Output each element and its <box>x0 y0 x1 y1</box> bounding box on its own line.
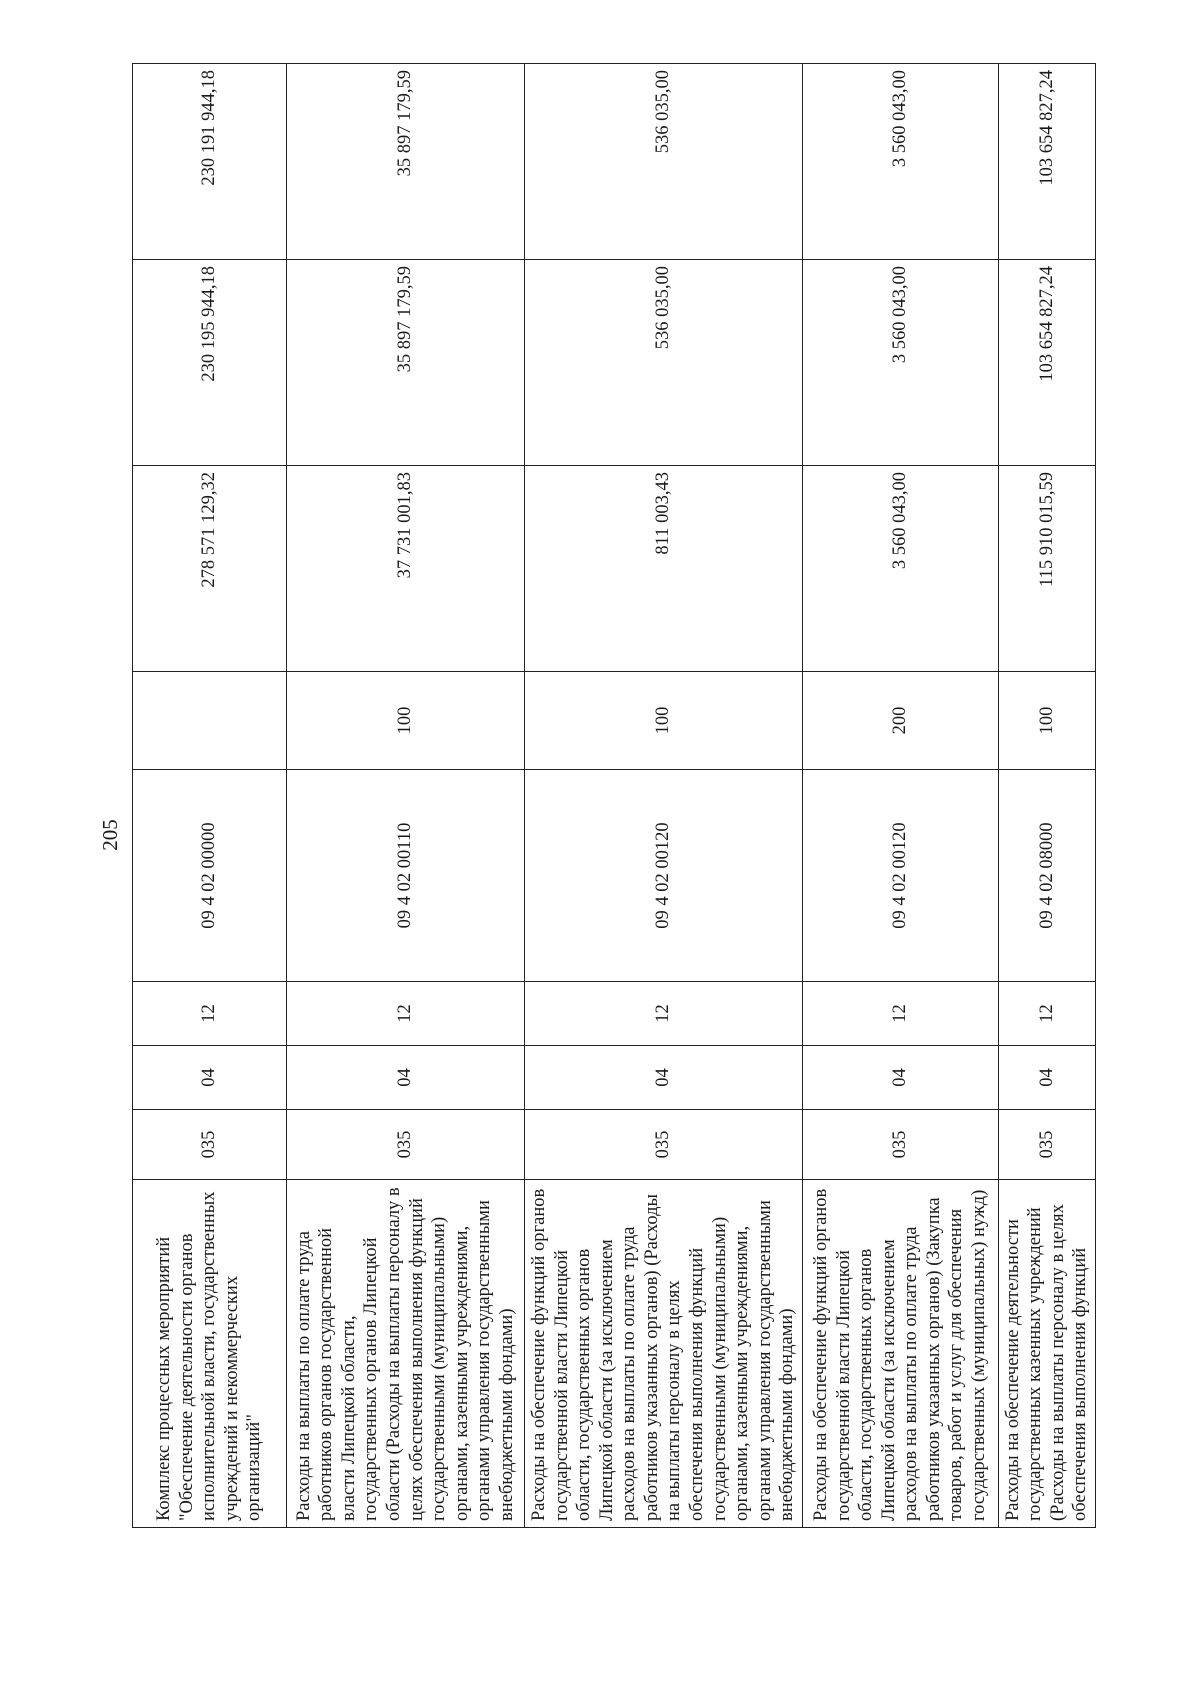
section-code: 04 <box>998 1046 1095 1110</box>
admin-code: 035 <box>525 1110 803 1180</box>
admin-code: 035 <box>287 1110 525 1180</box>
table-row <box>287 64 525 1528</box>
amount-year-1: 37 731 001,83 <box>287 466 525 672</box>
amount-year-3: 35 897 179,59 <box>287 64 525 260</box>
admin-code: 035 <box>998 1110 1095 1180</box>
amount-year-1: 278 571 129,32 <box>133 466 287 672</box>
row-name: Расходы на выплаты по оплате труда работников органов государственной власти Липецкой области, государственных органов Липецкой области (Расходы на выплаты персоналу в целях обеспечения выполнения функций государственными (муниципальными) органами, казенными учреждениями, органами управления государственными внебюджетными фондами) <box>287 1180 525 1528</box>
row-name: Комплекс процессных мероприятий "Обеспечение деятельности органов исполнительной власти, государственных учреждений и некоммерческих организаций" <box>133 1180 287 1528</box>
subsection-code: 12 <box>287 982 525 1046</box>
target-article: 09 4 02 00120 <box>525 770 803 982</box>
row-name: Расходы на обеспечение функций органов государственной власти Липецкой области, государственных органов Липецкой области (за исключением расходов на выплаты по оплате труда работников указанных органов) (Закупка товаров, работ и услуг для обеспечения государственных (муниципальных) нужд) <box>802 1180 998 1528</box>
target-article: 09 4 02 08000 <box>998 770 1095 982</box>
amount-year-3: 103 654 827,24 <box>998 64 1095 260</box>
table-row <box>133 64 287 1528</box>
section-code: 04 <box>525 1046 803 1110</box>
budget-table-sheet <box>132 64 1091 1528</box>
subsection-code: 12 <box>998 982 1095 1046</box>
target-article: 09 4 02 00110 <box>287 770 525 982</box>
amount-year-1: 115 910 015,59 <box>998 466 1095 672</box>
section-code: 04 <box>133 1046 287 1110</box>
page-number: 205 <box>97 819 122 851</box>
subsection-code: 12 <box>133 982 287 1046</box>
target-article: 09 4 02 00000 <box>133 770 287 982</box>
admin-code: 035 <box>133 1110 287 1180</box>
table-row <box>998 64 1095 1528</box>
amount-year-2: 3 560 043,00 <box>802 260 998 466</box>
expense-type: 100 <box>287 672 525 770</box>
row-name: Расходы на обеспечение деятельности государственных казенных учреждений (Расходы на выплаты персоналу в целях обеспечения выполнения функций <box>998 1180 1095 1528</box>
amount-year-3: 3 560 043,00 <box>802 64 998 260</box>
expense-type: 200 <box>802 672 998 770</box>
expense-type <box>133 672 287 770</box>
subsection-code: 12 <box>802 982 998 1046</box>
amount-year-1: 811 003,43 <box>525 466 803 672</box>
section-code: 04 <box>802 1046 998 1110</box>
budget-table <box>132 63 1096 1528</box>
expense-type: 100 <box>998 672 1095 770</box>
amount-year-2: 536 035,00 <box>525 260 803 466</box>
amount-year-2: 35 897 179,59 <box>287 260 525 466</box>
admin-code: 035 <box>802 1110 998 1180</box>
subsection-code: 12 <box>525 982 803 1046</box>
section-code: 04 <box>287 1046 525 1110</box>
amount-year-2: 230 195 944,18 <box>133 260 287 466</box>
target-article: 09 4 02 00120 <box>802 770 998 982</box>
table-row <box>802 64 998 1528</box>
row-name: Расходы на обеспечение функций органов государственной власти Липецкой области, государственных органов Липецкой области (за исключением расходов на выплаты по оплате труда работников указанных органов) (Расходы на выплаты персоналу в целях обеспечения выполнения функций государственными (муниципальными) органами, казенными учреждениями, органами управления государственными внебюджетными фондами) <box>525 1180 803 1528</box>
amount-year-1: 3 560 043,00 <box>802 466 998 672</box>
amount-year-3: 230 191 944,18 <box>133 64 287 260</box>
table-row <box>525 64 803 1528</box>
amount-year-3: 536 035,00 <box>525 64 803 260</box>
amount-year-2: 103 654 827,24 <box>998 260 1095 466</box>
expense-type: 100 <box>525 672 803 770</box>
